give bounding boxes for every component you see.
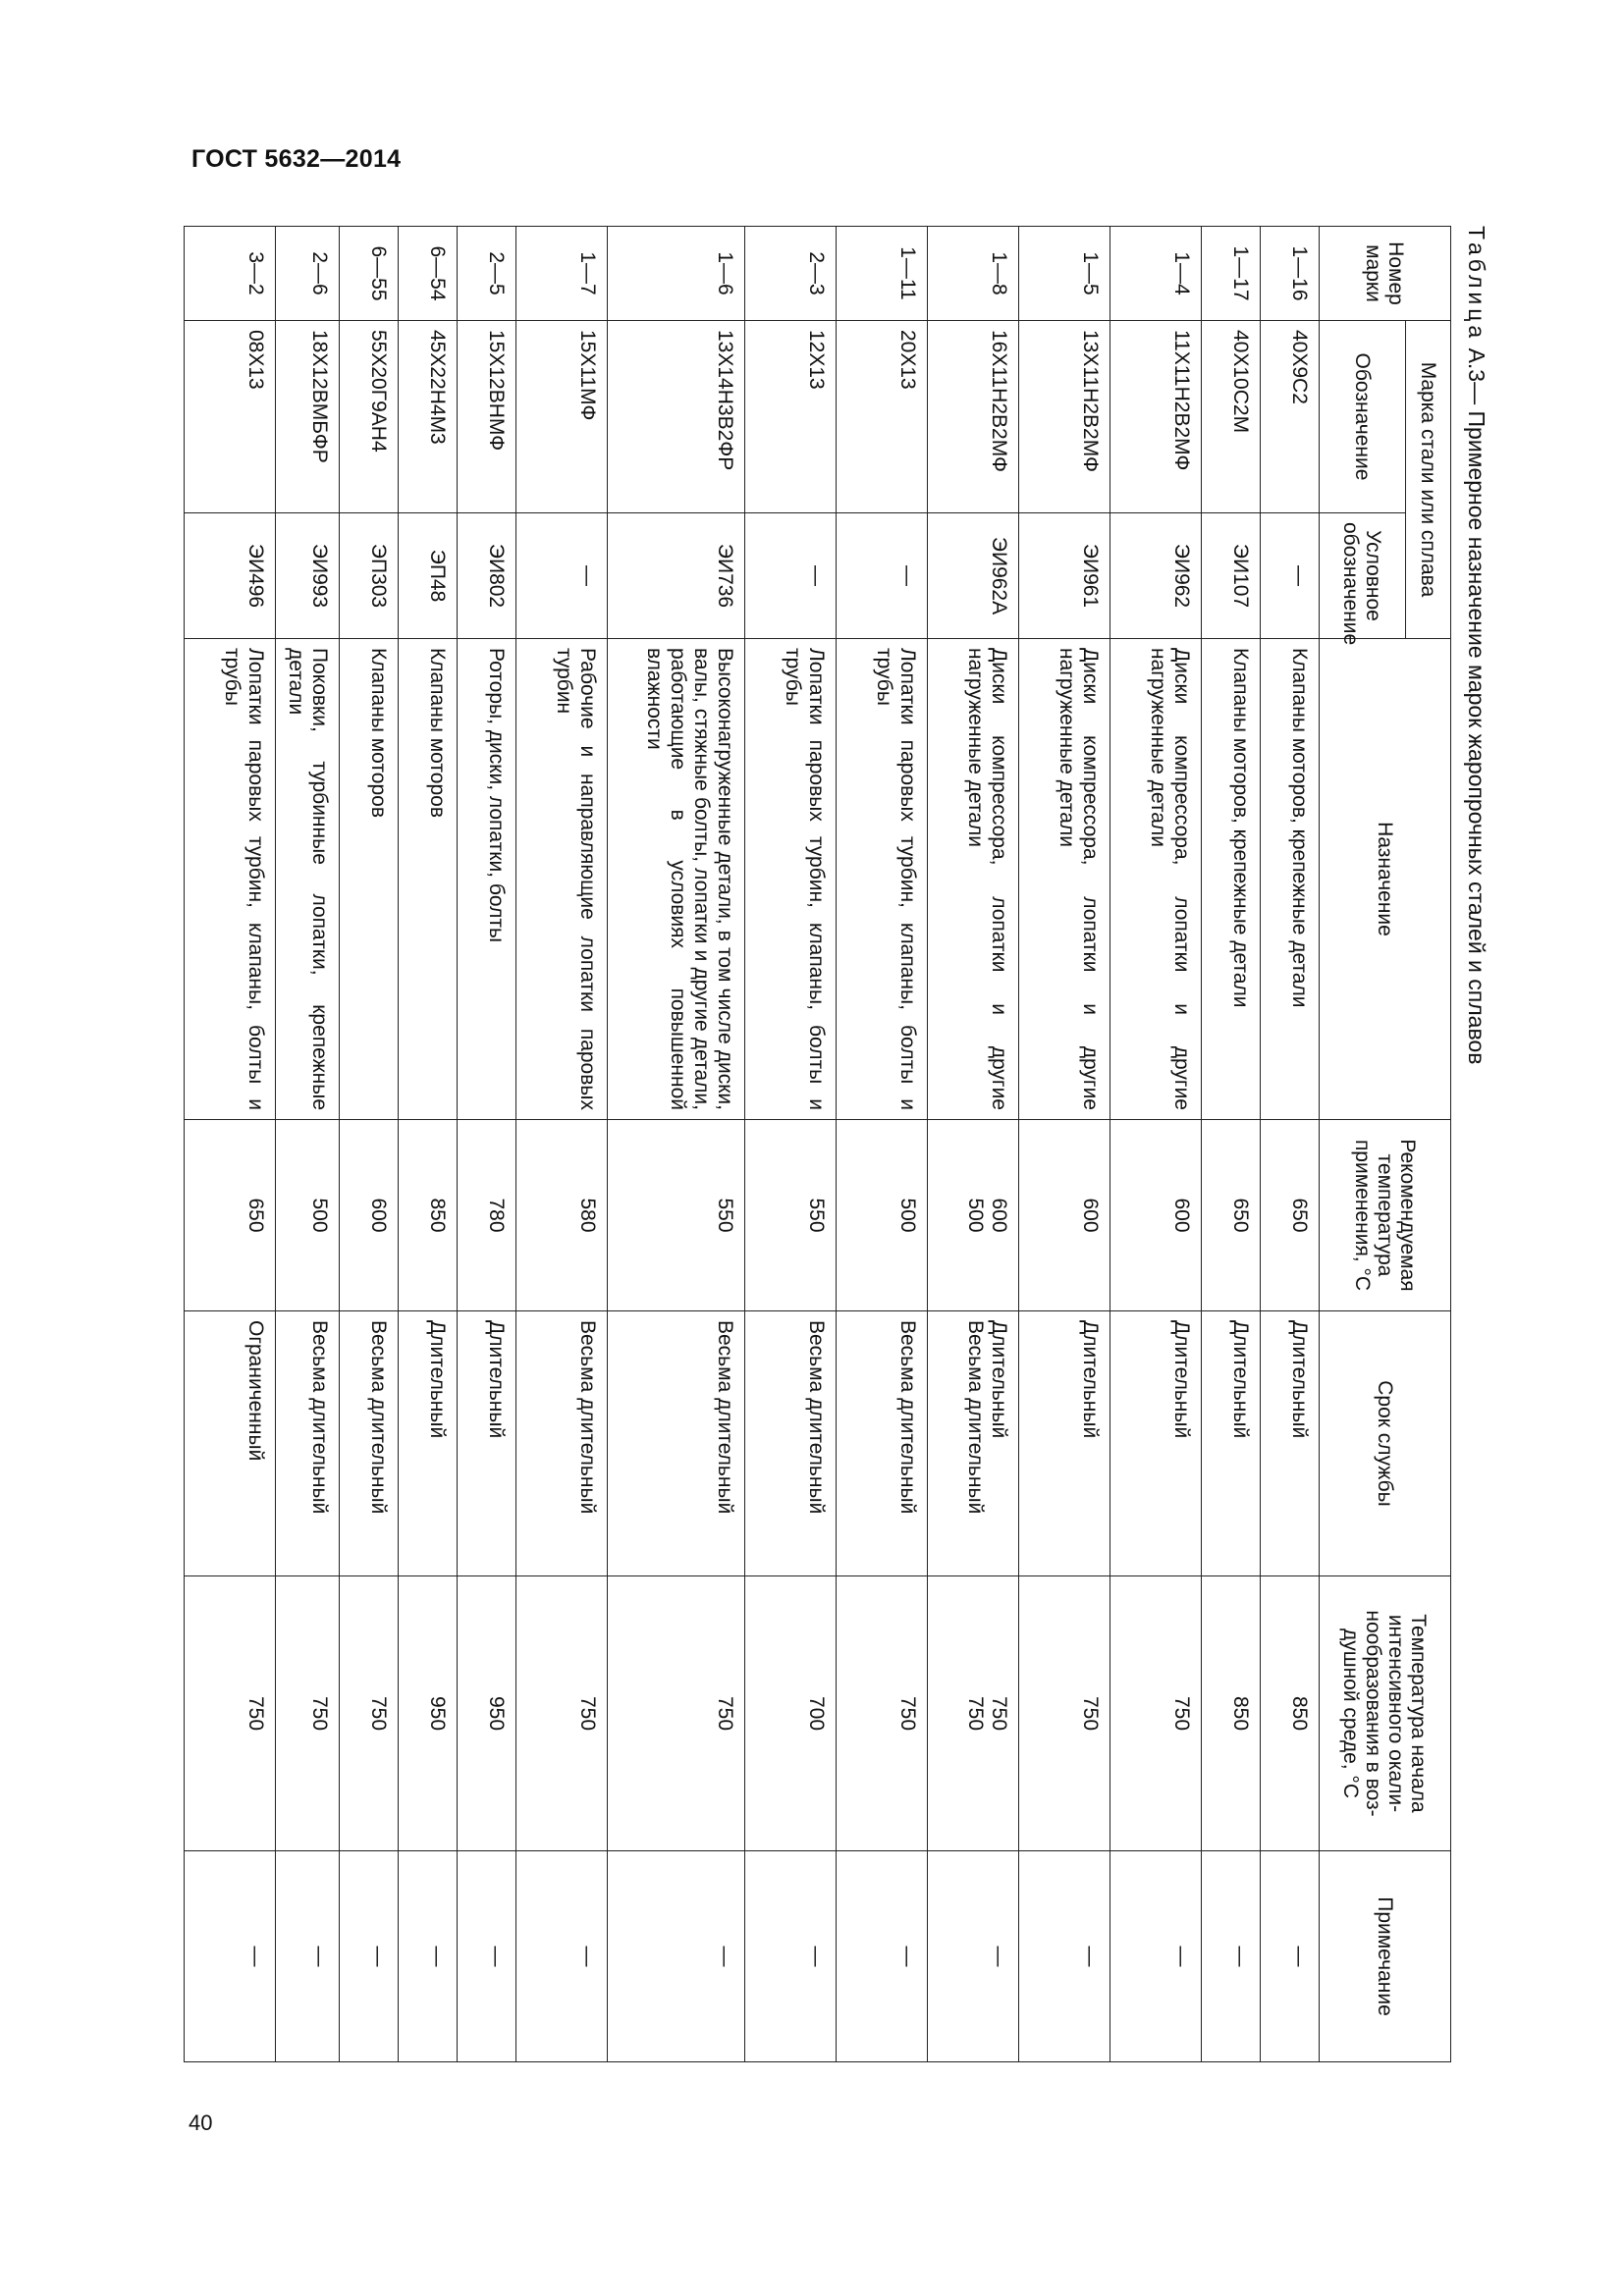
row-note: — bbox=[1202, 1851, 1261, 2062]
table-row bbox=[516, 227, 608, 2062]
row-conventional: — bbox=[516, 513, 608, 639]
row-recommended-temp: 600 bbox=[1019, 1120, 1110, 1311]
row-note: — bbox=[745, 1851, 837, 2062]
rotated-table-container bbox=[221, 226, 1492, 2061]
row-recommended-temp: 550 bbox=[608, 1120, 745, 1311]
header-scaling-temp: Температура начала интенсивного окали-нообразования в воз-душной среде, °С bbox=[1320, 1576, 1451, 1851]
table-body bbox=[185, 227, 1320, 2062]
row-recommended-temp: 600 500 bbox=[928, 1120, 1019, 1311]
table-row bbox=[745, 227, 837, 2062]
row-note: — bbox=[1110, 1851, 1202, 2062]
row-number: 3—2 bbox=[185, 227, 276, 321]
row-purpose: Клапаны моторов bbox=[340, 639, 399, 1120]
row-purpose: Диски компрессора, лопатки и другие нагруженные детали bbox=[928, 639, 1019, 1120]
table-row bbox=[399, 227, 458, 2062]
header-conventional: Условное обозначение bbox=[1320, 513, 1406, 639]
row-number: 1—4 bbox=[1110, 227, 1202, 321]
row-recommended-temp: 650 bbox=[1261, 1120, 1320, 1311]
row-service-life: Длительный bbox=[1110, 1311, 1202, 1576]
row-service-life: Весьма длительный bbox=[276, 1311, 340, 1576]
row-note: — bbox=[516, 1851, 608, 2062]
row-scaling-temp: 750 bbox=[276, 1576, 340, 1851]
row-conventional: ЭП48 bbox=[399, 513, 458, 639]
row-recommended-temp: 550 bbox=[745, 1120, 837, 1311]
row-purpose: Лопатки паровых турбин, клапаны, болты и трубы bbox=[837, 639, 928, 1120]
header-recommended-temp: Рекомендуемая температура применения, °С bbox=[1320, 1120, 1451, 1311]
row-purpose: Роторы, диски, лопатки, болты bbox=[458, 639, 516, 1120]
row-scaling-temp: 750 750 bbox=[928, 1576, 1019, 1851]
row-recommended-temp: 650 bbox=[1202, 1120, 1261, 1311]
row-number: 1—5 bbox=[1019, 227, 1110, 321]
table-caption-prefix: Таблица bbox=[1464, 226, 1489, 343]
row-note: — bbox=[928, 1851, 1019, 2062]
row-recommended-temp: 580 bbox=[516, 1120, 608, 1311]
row-scaling-temp: 750 bbox=[1110, 1576, 1202, 1851]
row-purpose: Клапаны моторов, крепежные детали bbox=[1202, 639, 1261, 1120]
row-designation: 45Х22Н4М3 bbox=[399, 321, 458, 513]
row-number: 1—7 bbox=[516, 227, 608, 321]
row-scaling-temp: 750 bbox=[608, 1576, 745, 1851]
row-service-life: Длительный bbox=[458, 1311, 516, 1576]
row-note: — bbox=[837, 1851, 928, 2062]
row-designation: 55Х20Г9АН4 bbox=[340, 321, 399, 513]
row-conventional: ЭИ962 bbox=[1110, 513, 1202, 639]
row-note: — bbox=[458, 1851, 516, 2062]
table-row bbox=[1110, 227, 1202, 2062]
row-number: 2—5 bbox=[458, 227, 516, 321]
row-designation: 40Х10С2М bbox=[1202, 321, 1261, 513]
table-row bbox=[1261, 227, 1320, 2062]
row-designation: 40Х9С2 bbox=[1261, 321, 1320, 513]
row-purpose: Поковки, турбинные лопатки, крепежные детали bbox=[276, 639, 340, 1120]
table-row bbox=[1202, 227, 1261, 2062]
row-number: 1—8 bbox=[928, 227, 1019, 321]
row-scaling-temp: 950 bbox=[399, 1576, 458, 1851]
row-number: 2—6 bbox=[276, 227, 340, 321]
row-conventional: ЭИ993 bbox=[276, 513, 340, 639]
row-recommended-temp: 500 bbox=[837, 1120, 928, 1311]
row-conventional: ЭИ961 bbox=[1019, 513, 1110, 639]
row-designation: 18Х12ВМБФР bbox=[276, 321, 340, 513]
row-scaling-temp: 750 bbox=[516, 1576, 608, 1851]
row-service-life: Длительный bbox=[1019, 1311, 1110, 1576]
row-designation: 13Х11Н2В2МФ bbox=[1019, 321, 1110, 513]
row-recommended-temp: 600 bbox=[1110, 1120, 1202, 1311]
row-conventional: ЭИ802 bbox=[458, 513, 516, 639]
row-purpose: Диски компрессора, лопатки и другие нагруженные детали bbox=[1019, 639, 1110, 1120]
row-number: 1—11 bbox=[837, 227, 928, 321]
row-designation: 15Х11МФ bbox=[516, 321, 608, 513]
row-scaling-temp: 700 bbox=[745, 1576, 837, 1851]
table-row bbox=[458, 227, 516, 2062]
row-number: 1—6 bbox=[608, 227, 745, 321]
table-row bbox=[837, 227, 928, 2062]
row-service-life: Весьма длительный bbox=[516, 1311, 608, 1576]
row-note: — bbox=[1019, 1851, 1110, 2062]
row-conventional: — bbox=[837, 513, 928, 639]
table-row bbox=[276, 227, 340, 2062]
row-service-life: Весьма длительный bbox=[340, 1311, 399, 1576]
row-purpose: Рабочие и направляющие лопатки паровых турбин bbox=[516, 639, 608, 1120]
row-recommended-temp: 850 bbox=[399, 1120, 458, 1311]
header-note: Примечание bbox=[1320, 1851, 1451, 2062]
table-row bbox=[928, 227, 1019, 2062]
row-purpose: Клапаны моторов, крепежные детали bbox=[1261, 639, 1320, 1120]
row-conventional: — bbox=[1261, 513, 1320, 639]
table-row bbox=[1019, 227, 1110, 2062]
row-service-life: Весьма длительный bbox=[608, 1311, 745, 1576]
row-conventional: ЭИ496 bbox=[185, 513, 276, 639]
row-conventional: ЭИ962А bbox=[928, 513, 1019, 639]
document-header: ГОСТ 5632—2014 bbox=[191, 145, 402, 173]
row-number: 1—16 bbox=[1261, 227, 1320, 321]
row-note: — bbox=[399, 1851, 458, 2062]
row-purpose: Клапаны моторов bbox=[399, 639, 458, 1120]
row-note: — bbox=[276, 1851, 340, 2062]
row-number: 6—55 bbox=[340, 227, 399, 321]
row-scaling-temp: 750 bbox=[1019, 1576, 1110, 1851]
row-scaling-temp: 750 bbox=[185, 1576, 276, 1851]
row-service-life: Ограниченный bbox=[185, 1311, 276, 1576]
header-number: Номер марки bbox=[1320, 227, 1451, 321]
row-note: — bbox=[608, 1851, 745, 2062]
row-service-life: Длительный bbox=[399, 1311, 458, 1576]
row-purpose: Высоконагруженные детали, в том числе диски, валы, стяжные болты, лопатки и другие детали, работающие в условиях повышенной влажности bbox=[608, 639, 745, 1120]
row-recommended-temp: 600 bbox=[340, 1120, 399, 1311]
row-purpose: Диски компрессора, лопатки и другие нагруженные детали bbox=[1110, 639, 1202, 1120]
row-purpose: Лопатки паровых турбин, клапаны, болты и трубы bbox=[745, 639, 837, 1120]
row-designation: 11Х11Н2В2МФ bbox=[1110, 321, 1202, 513]
row-number: 1—17 bbox=[1202, 227, 1261, 321]
header-grade-group: Марка стали или сплава bbox=[1406, 321, 1451, 639]
row-note: — bbox=[1261, 1851, 1320, 2062]
row-recommended-temp: 780 bbox=[458, 1120, 516, 1311]
row-note: — bbox=[340, 1851, 399, 2062]
row-designation: 20Х13 bbox=[837, 321, 928, 513]
row-designation: 13Х14Н3В2ФР bbox=[608, 321, 745, 513]
row-designation: 08Х13 bbox=[185, 321, 276, 513]
row-service-life: Длительный bbox=[1202, 1311, 1261, 1576]
row-recommended-temp: 650 bbox=[185, 1120, 276, 1311]
row-designation: 12Х13 bbox=[745, 321, 837, 513]
steel-grades-table bbox=[184, 226, 1451, 2062]
row-service-life: Длительный bbox=[1261, 1311, 1320, 1576]
row-scaling-temp: 750 bbox=[340, 1576, 399, 1851]
table-row bbox=[185, 227, 276, 2062]
row-scaling-temp: 850 bbox=[1202, 1576, 1261, 1851]
header-designation: Обозначение bbox=[1320, 321, 1406, 513]
row-recommended-temp: 500 bbox=[276, 1120, 340, 1311]
row-designation: 16Х11Н2В2МФ bbox=[928, 321, 1019, 513]
table-row bbox=[340, 227, 399, 2062]
row-number: 2—3 bbox=[745, 227, 837, 321]
row-service-life: Весьма длительный bbox=[837, 1311, 928, 1576]
row-conventional: ЭП303 bbox=[340, 513, 399, 639]
row-service-life: Длительный Весьма длительный bbox=[928, 1311, 1019, 1576]
row-service-life: Весьма длительный bbox=[745, 1311, 837, 1576]
row-conventional: — bbox=[745, 513, 837, 639]
row-designation: 15Х12ВНМФ bbox=[458, 321, 516, 513]
row-note: — bbox=[185, 1851, 276, 2062]
row-conventional: ЭИ736 bbox=[608, 513, 745, 639]
row-number: 6—54 bbox=[399, 227, 458, 321]
table-row bbox=[608, 227, 745, 2062]
header-purpose: Назначение bbox=[1320, 639, 1451, 1120]
header-service-life: Срок службы bbox=[1320, 1311, 1451, 1576]
row-scaling-temp: 750 bbox=[837, 1576, 928, 1851]
row-conventional: ЭИ107 bbox=[1202, 513, 1261, 639]
row-scaling-temp: 850 bbox=[1261, 1576, 1320, 1851]
row-scaling-temp: 950 bbox=[458, 1576, 516, 1851]
row-purpose: Лопатки паровых турбин, клапаны, болты и трубы bbox=[185, 639, 276, 1120]
page-number: 40 bbox=[189, 2110, 213, 2135]
table-caption-text: А.3— Примерное назначение марок жаропрочных сталей и сплавов bbox=[1464, 347, 1489, 1065]
